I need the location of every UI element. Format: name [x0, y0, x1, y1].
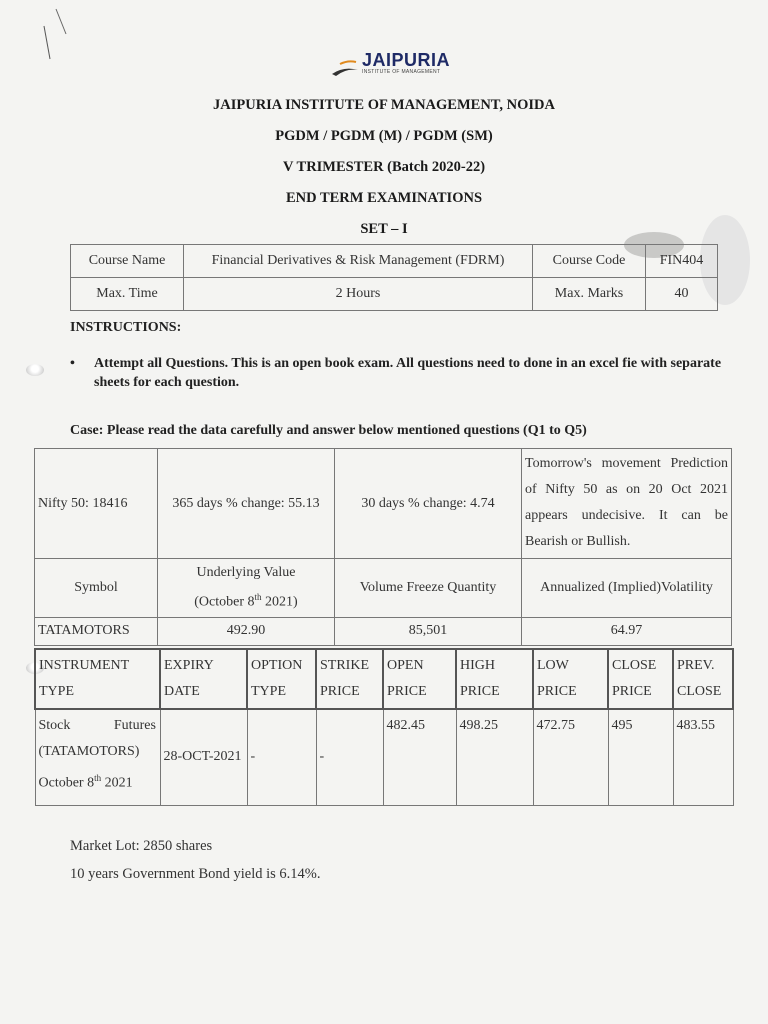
instrument-line3a: October 8: [38, 775, 95, 791]
column-header-line2: PRICE: [320, 684, 360, 699]
instrument-table-header: [35, 649, 733, 709]
option-type-cell: -: [247, 709, 316, 805]
logo-tagline: INSTITUTE OF MANAGEMENT: [362, 69, 441, 75]
bullet-icon: •: [70, 356, 75, 371]
course-name-label: Course Name: [71, 245, 184, 278]
column-header: [456, 649, 533, 709]
max-time-label: Max. Time: [71, 278, 184, 311]
max-marks-label: Max. Marks: [533, 278, 646, 311]
pen-mark: [36, 4, 76, 64]
trimester-line: V TRIMESTER (Batch 2020-22): [282, 159, 486, 175]
symbol-label: Symbol: [35, 559, 158, 618]
column-header-line1: LOW: [537, 658, 569, 673]
column-header: [383, 649, 456, 709]
case-heading: Case: Please read the data carefully and answer below mentioned questions (Q1 to Q5): [70, 423, 587, 438]
instrument-type-cell: [35, 709, 160, 805]
column-header: [247, 649, 316, 709]
volatility-value: 64.97: [522, 617, 732, 645]
instrument-line1: Stock Futures: [38, 718, 156, 733]
volume-freeze-label: Volume Freeze Quantity: [335, 559, 522, 618]
column-header-line2: TYPE: [39, 684, 74, 699]
column-header-line1: PREV.: [677, 658, 715, 673]
column-header-line2: PRICE: [460, 684, 500, 699]
table-row: [35, 709, 733, 805]
expiry-date-cell: 28-OCT-2021: [160, 709, 247, 805]
course-code-label: Course Code: [533, 245, 646, 278]
strike-price-cell: -: [316, 709, 383, 805]
instrument-line2: (TATAMOTORS): [38, 744, 140, 759]
change-365-days: 365 days % change: 55.13: [158, 449, 335, 559]
high-price-cell: 498.25: [456, 709, 533, 805]
logo-swoosh-icon: [330, 52, 360, 78]
change-30-days: 30 days % change: 4.74: [335, 449, 522, 559]
column-header: [608, 649, 673, 709]
market-lot: Market Lot: 2850 shares: [70, 838, 213, 854]
underlying-label-line2a: (October 8: [194, 594, 255, 610]
column-header-line2: PRICE: [612, 684, 652, 699]
column-header: [316, 649, 383, 709]
column-header-line1: HIGH: [460, 658, 495, 673]
course-code-value: FIN404: [646, 245, 718, 278]
underlying-label-line2b: 2021): [261, 594, 298, 610]
column-header-line2: DATE: [164, 684, 200, 699]
column-header-line1: INSTRUMENT: [39, 658, 130, 673]
bond-yield: 10 years Government Bond yield is 6.14%.: [70, 866, 321, 882]
prev-close-cell: 483.55: [673, 709, 733, 805]
open-price-cell: 482.45: [383, 709, 456, 805]
nifty-value: Nifty 50: 18416: [35, 449, 158, 559]
column-header-line2: PRICE: [537, 684, 577, 699]
column-header-line1: OPTION: [251, 658, 303, 673]
max-marks-value: 40: [646, 278, 718, 311]
column-header-line1: EXPIRY: [164, 658, 214, 673]
close-price-cell: 495: [608, 709, 673, 805]
volume-freeze-value: 85,501: [335, 617, 522, 645]
program-line: PGDM / PGDM (M) / PGDM (SM): [275, 128, 493, 144]
underlying-value: 492.90: [158, 617, 335, 645]
symbol-value: TATAMOTORS: [35, 617, 158, 645]
instruction-text: Attempt all Questions. This is an open book exam. All questions need to done in an excel fie with separate sheets for each question.: [94, 356, 722, 390]
institute-logo: [330, 50, 460, 80]
column-header-line2: PRICE: [387, 684, 427, 699]
column-header: [160, 649, 247, 709]
column-header: [35, 649, 160, 709]
underlying-label: [158, 559, 335, 618]
column-header: [533, 649, 608, 709]
low-price-cell: 472.75: [533, 709, 608, 805]
logo-name: JAIPURIA: [362, 50, 451, 70]
column-header-line2: CLOSE: [677, 684, 722, 699]
punch-hole: [26, 364, 44, 376]
column-header-line2: TYPE: [251, 684, 286, 699]
instructions-heading: INSTRUCTIONS:: [70, 320, 182, 335]
instrument-table: [34, 648, 734, 806]
market-data-table: [34, 448, 732, 646]
underlying-label-sup: th: [254, 592, 262, 602]
instrument-line3-sup: th: [94, 773, 102, 783]
column-header-line1: OPEN: [387, 658, 424, 673]
institute-title: JAIPURIA INSTITUTE OF MANAGEMENT, NOIDA: [213, 97, 555, 113]
column-header-line1: STRIKE: [320, 658, 369, 673]
column-header: [673, 649, 733, 709]
instrument-line3b: 2021: [101, 775, 133, 791]
nifty-prediction: Tomorrow's movement Prediction of Nifty 50 as on 20 Oct 2021 appears undecisive. It can be Bearish or Bullish.: [522, 449, 732, 559]
exam-title: END TERM EXAMINATIONS: [285, 190, 483, 206]
volatility-label: Annualized (Implied)Volatility: [522, 559, 732, 618]
max-time-value: 2 Hours: [184, 278, 533, 311]
set-label: SET – I: [360, 221, 408, 237]
course-info-table: [70, 244, 718, 311]
column-header-line1: CLOSE: [612, 658, 657, 673]
underlying-label-line1: Underlying Value: [196, 565, 296, 580]
course-name-value: Financial Derivatives & Risk Management (FDRM): [184, 245, 533, 278]
